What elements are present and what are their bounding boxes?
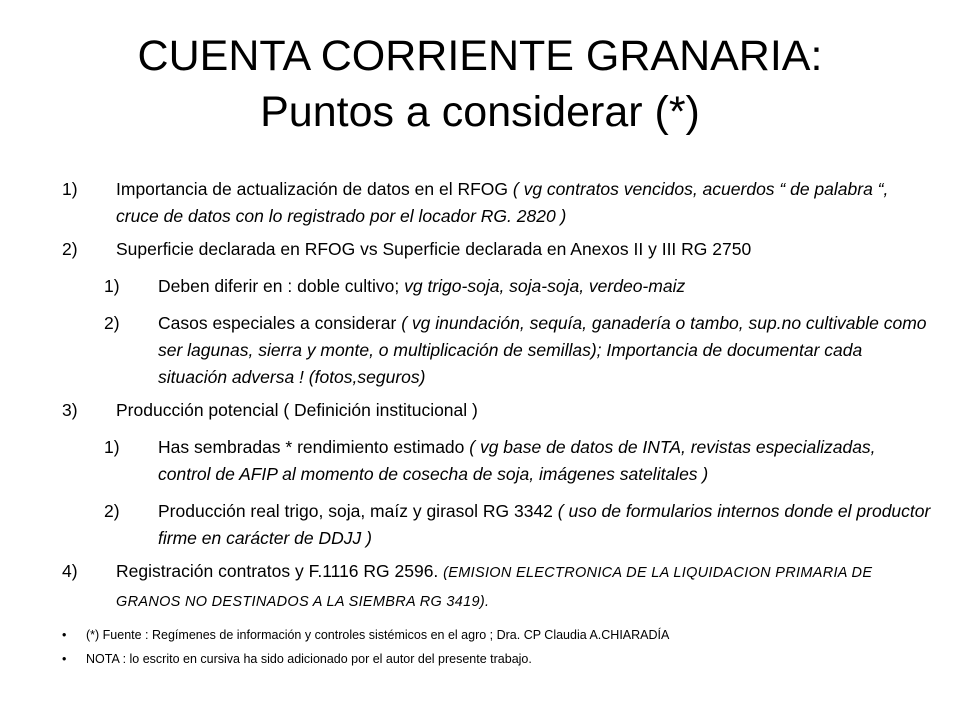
list-item-3: [62, 397, 932, 424]
list-text-italic: ( vg inundación, sequía, ganadería o tambo, sup.no cultivable como ser lagunas, sierra y monte, o multiplicación de semillas); Importancia de documentar cada situación adversa ! (fotos,seguros): [158, 313, 927, 387]
sublist-item-2-2: [104, 310, 932, 391]
sublist-item-3-2: [104, 498, 932, 552]
slide-title: [40, 28, 920, 140]
sublist-number: 1): [104, 276, 120, 296]
slide-title-line-2: Puntos a considerar (*): [260, 88, 700, 136]
sublist-text: [158, 273, 932, 300]
list-item-2: [62, 236, 932, 263]
footnote-source: [62, 626, 932, 644]
sublist-text: [158, 434, 932, 488]
list-text: [116, 558, 932, 616]
list-text: Producción potencial ( Definición institucional ): [116, 400, 478, 420]
list-text-plain: Registración contratos y F.1116 RG 2596.: [116, 561, 444, 581]
list-number: 1): [62, 179, 78, 199]
list-text-italic: ( vg contratos vencidos, acuerdos “ de palabra “, cruce de datos con lo registrado por el locador RG. 2820 ): [116, 179, 889, 226]
bullet-icon: •: [62, 652, 67, 666]
list-text-italic: vg trigo-soja, soja-soja, verdeo-maiz: [404, 276, 686, 296]
sublist-text: [158, 498, 932, 552]
sublist-item-2-1: [104, 273, 932, 300]
sublist-number: 2): [104, 313, 120, 333]
footnote-text: (*) Fuente : Regímenes de información y controles sistémicos en el agro ; Dra. CP Claudia A.CHIARADÍA: [86, 628, 670, 642]
list-text-italic: ( uso de formularios internos donde el productor firme en carácter de DDJJ ): [158, 501, 931, 548]
sublist-item-3-1: [104, 434, 932, 488]
list-item-1: [62, 176, 932, 230]
list-text-plain: Importancia de actualización de datos en el RFOG: [116, 179, 513, 199]
list-text: [116, 176, 932, 230]
list-text-plain: Has sembradas * rendimiento estimado: [158, 437, 470, 457]
sublist-text: [158, 310, 932, 391]
list-item-4: [62, 558, 932, 616]
list-text-plain: Deben diferir en : doble cultivo;: [158, 276, 405, 296]
footnote-nota: [62, 650, 932, 668]
bullet-icon: •: [62, 628, 67, 642]
list-text-italic: ( vg base de datos de INTA, revistas especializadas, control de AFIP al momento de cosecha de soja, imágenes satelitales ): [158, 437, 876, 484]
list-text-plain: Producción real trigo, soja, maíz y girasol RG 3342: [158, 501, 558, 521]
list-number: 2): [62, 239, 78, 259]
list-number: 3): [62, 400, 78, 420]
slide-body: [62, 176, 932, 668]
slide-title-line-1: CUENTA CORRIENTE GRANARIA:: [137, 32, 823, 80]
sublist-number: 1): [104, 437, 120, 457]
list-text-italic-caps: (EMISION ELECTRONICA DE LA LIQUIDACION PRIMARIA DE GRANOS NO DESTINADOS A LA SIEMBRA RG 3419).: [116, 565, 873, 610]
list-text: Superficie declarada en RFOG vs Superficie declarada en Anexos II y III RG 2750: [116, 239, 752, 259]
footnote-text: NOTA : lo escrito en cursiva ha sido adicionado por el autor del presente trabajo.: [86, 652, 532, 666]
list-text-plain: Casos especiales a considerar: [158, 313, 402, 333]
sublist-number: 2): [104, 501, 120, 521]
list-number: 4): [62, 561, 78, 581]
